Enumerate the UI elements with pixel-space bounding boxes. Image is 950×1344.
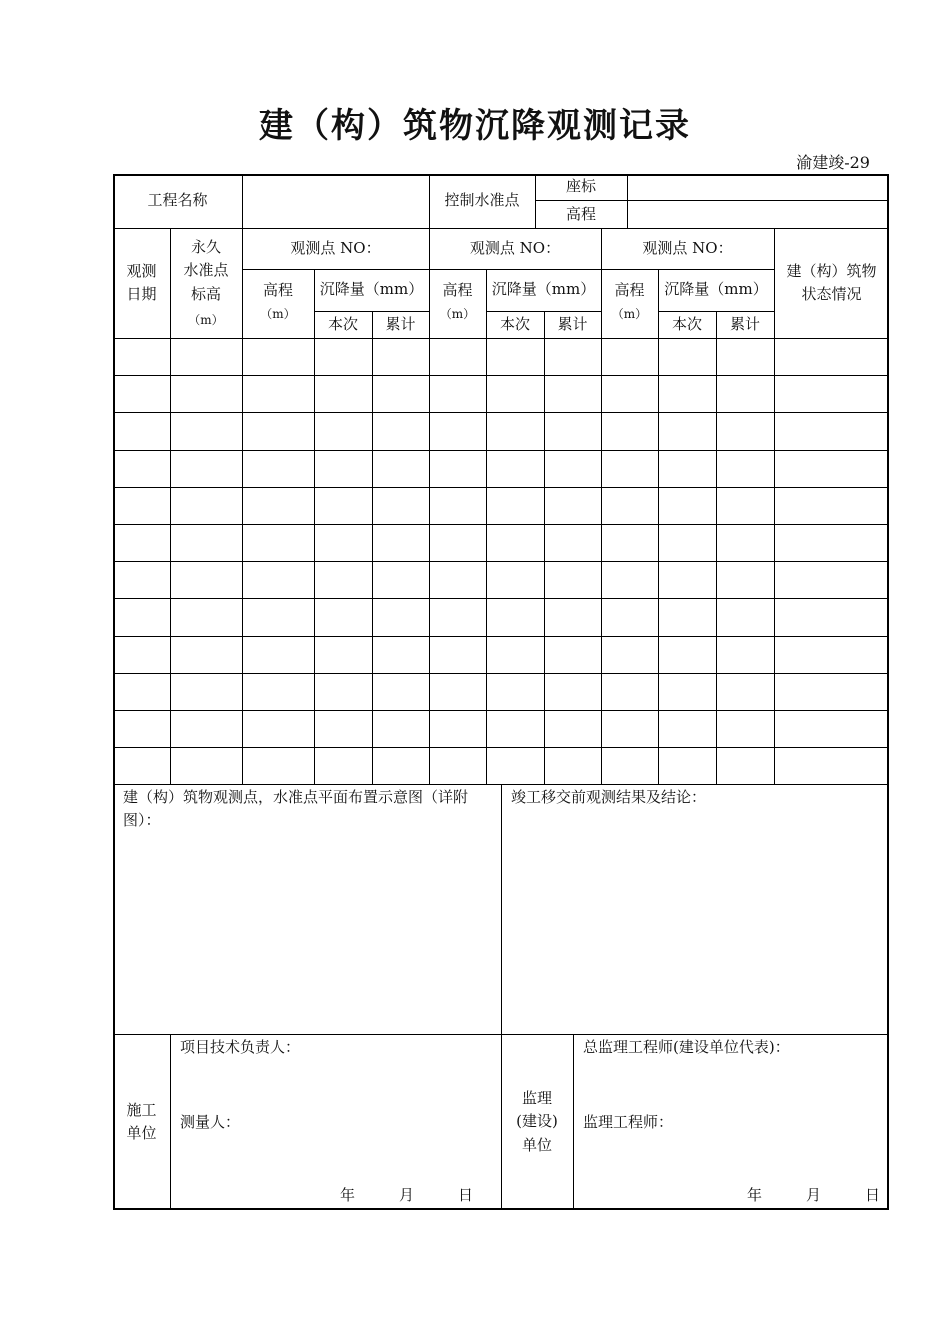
point-3-elevation: 高程	[614, 281, 645, 300]
row-12-p1-elevation-cell[interactable]	[244, 750, 313, 784]
row-2-status-cell[interactable]	[776, 377, 888, 411]
observation-point-1-title: 观测点 NO：	[290, 238, 381, 257]
point-3-current: 本次	[671, 314, 702, 333]
surveyor-label: 测量人：	[180, 1113, 241, 1131]
row-6-p1-current-cell[interactable]	[316, 526, 371, 560]
row-8-p3-cumulative-cell[interactable]	[718, 601, 773, 635]
row-8-p2-elevation-cell[interactable]	[431, 601, 485, 635]
point-2-cumulative: 累计	[557, 314, 588, 333]
supervision-date-year: 年	[747, 1186, 763, 1204]
row-8-p1-cumulative-cell[interactable]	[374, 601, 428, 635]
row-10-status-cell[interactable]	[776, 675, 888, 709]
benchmark-column-header: 永久 水准点 标高	[183, 238, 229, 303]
coordinate-field[interactable]	[628, 175, 888, 200]
row-11-p2-current-cell[interactable]	[488, 713, 543, 747]
row-11-p3-cumulative-cell[interactable]	[718, 713, 773, 747]
row-5-benchmark-cell[interactable]	[172, 489, 241, 523]
row-12-p3-cumulative-cell[interactable]	[718, 750, 773, 784]
row-3-p3-elevation-cell[interactable]	[603, 415, 657, 449]
row-12-date-cell[interactable]	[115, 750, 169, 784]
supervision-date-month: 月	[806, 1186, 822, 1204]
row-4-date-cell[interactable]	[115, 452, 169, 486]
supervisor-label: 监理工程师：	[583, 1113, 674, 1131]
chief-supervisor-label: 总监理工程师(建设单位代表)：	[583, 1038, 790, 1056]
observation-point-3-title: 观测点 NO：	[642, 238, 733, 257]
row-5-p3-cumulative-cell[interactable]	[718, 489, 773, 523]
row-10-p1-cumulative-cell[interactable]	[374, 675, 428, 709]
construction-date-month: 月	[399, 1186, 415, 1204]
row-4-p3-cumulative-cell[interactable]	[718, 452, 773, 486]
point-1-cumulative: 累计	[385, 314, 416, 333]
row-5-p3-current-cell[interactable]	[660, 489, 715, 523]
point-1-current: 本次	[327, 314, 358, 333]
row-11-p1-current-cell[interactable]	[316, 713, 371, 747]
row-11-p3-elevation-cell[interactable]	[603, 713, 657, 747]
row-3-p1-current-cell[interactable]	[316, 415, 371, 449]
row-5-p2-cumulative-cell[interactable]	[546, 489, 600, 523]
row-4-benchmark-cell[interactable]	[172, 452, 241, 486]
row-6-p2-cumulative-cell[interactable]	[546, 526, 600, 560]
date-column-header: 观测 日期	[126, 261, 157, 303]
row-1-p2-elevation-cell[interactable]	[431, 340, 485, 374]
project-name-label: 工程名称	[147, 191, 208, 210]
elevation-label: 高程	[565, 204, 596, 223]
row-6-p3-current-cell[interactable]	[660, 526, 715, 560]
row-3-p2-cumulative-cell[interactable]	[546, 415, 600, 449]
row-4-p1-cumulative-cell[interactable]	[374, 452, 428, 486]
row-1-date-cell[interactable]	[115, 340, 169, 374]
row-10-p3-cumulative-cell[interactable]	[718, 675, 773, 709]
row-2-p3-elevation-cell[interactable]	[603, 377, 657, 411]
point-1-elevation: 高程	[262, 281, 293, 300]
row-6-p2-elevation-cell[interactable]	[431, 526, 485, 560]
row-4-p1-current-cell[interactable]	[316, 452, 371, 486]
row-6-p3-cumulative-cell[interactable]	[718, 526, 773, 560]
row-10-p3-elevation-cell[interactable]	[603, 675, 657, 709]
row-8-p3-elevation-cell[interactable]	[603, 601, 657, 635]
row-9-p3-current-cell[interactable]	[660, 638, 715, 672]
row-3-date-cell[interactable]	[115, 415, 169, 449]
row-2-p1-current-cell[interactable]	[316, 377, 371, 411]
row-10-p2-current-cell[interactable]	[488, 675, 543, 709]
point-2-current: 本次	[499, 314, 530, 333]
row-1-p1-cumulative-cell[interactable]	[374, 340, 428, 374]
row-3-p1-cumulative-cell[interactable]	[374, 415, 428, 449]
row-3-p1-elevation-cell[interactable]	[244, 415, 313, 449]
conclusion-area[interactable]	[503, 814, 887, 1032]
row-10-date-cell[interactable]	[115, 675, 169, 709]
row-4-p3-current-cell[interactable]	[660, 452, 715, 486]
row-6-p1-elevation-cell[interactable]	[244, 526, 313, 560]
row-7-p1-current-cell[interactable]	[316, 564, 371, 598]
row-2-p1-cumulative-cell[interactable]	[374, 377, 428, 411]
row-2-p2-cumulative-cell[interactable]	[546, 377, 600, 411]
row-1-status-cell[interactable]	[776, 340, 888, 374]
row-7-p2-current-cell[interactable]	[488, 564, 543, 598]
row-4-p2-cumulative-cell[interactable]	[546, 452, 600, 486]
row-7-status-cell[interactable]	[776, 564, 888, 598]
row-5-p2-elevation-cell[interactable]	[431, 489, 485, 523]
row-1-p1-elevation-cell[interactable]	[244, 340, 313, 374]
row-3-p3-cumulative-cell[interactable]	[718, 415, 773, 449]
status-column-header: 建（构）筑物 状态情况	[786, 261, 877, 303]
row-3-p2-current-cell[interactable]	[488, 415, 543, 449]
row-1-benchmark-cell[interactable]	[172, 340, 241, 374]
row-7-p1-cumulative-cell[interactable]	[374, 564, 428, 598]
row-12-p3-elevation-cell[interactable]	[603, 750, 657, 784]
row-3-benchmark-cell[interactable]	[172, 415, 241, 449]
row-10-p1-current-cell[interactable]	[316, 675, 371, 709]
document-title: 建（构）筑物沉降观测记录	[259, 106, 691, 146]
point-3-cumulative: 累计	[729, 314, 760, 333]
row-6-p3-elevation-cell[interactable]	[603, 526, 657, 560]
row-7-date-cell[interactable]	[115, 564, 169, 598]
layout-diagram-area[interactable]	[115, 834, 499, 1032]
row-7-p2-cumulative-cell[interactable]	[546, 564, 600, 598]
point-3-settlement: 沉降量（mm）	[664, 280, 768, 299]
observation-data-grid	[113, 338, 889, 785]
row-6-p2-current-cell[interactable]	[488, 526, 543, 560]
row-8-p3-current-cell[interactable]	[660, 601, 715, 635]
row-10-p1-elevation-cell[interactable]	[244, 675, 313, 709]
row-11-p2-cumulative-cell[interactable]	[546, 713, 600, 747]
row-8-p1-current-cell[interactable]	[316, 601, 371, 635]
row-6-p1-cumulative-cell[interactable]	[374, 526, 428, 560]
row-6-benchmark-cell[interactable]	[172, 526, 241, 560]
row-9-p3-elevation-cell[interactable]	[603, 638, 657, 672]
point-2-elevation-unit: （m）	[439, 307, 476, 322]
row-9-p3-cumulative-cell[interactable]	[718, 638, 773, 672]
row-9-status-cell[interactable]	[776, 638, 888, 672]
row-1-p1-current-cell[interactable]	[316, 340, 371, 374]
row-8-p1-elevation-cell[interactable]	[244, 601, 313, 635]
row-2-p3-current-cell[interactable]	[660, 377, 715, 411]
coordinate-label: 座标	[565, 177, 596, 196]
row-8-p2-current-cell[interactable]	[488, 601, 543, 635]
row-12-p2-elevation-cell[interactable]	[431, 750, 485, 784]
row-9-p1-cumulative-cell[interactable]	[374, 638, 428, 672]
row-2-date-cell[interactable]	[115, 377, 169, 411]
row-9-p2-current-cell[interactable]	[488, 638, 543, 672]
benchmark-unit: （m）	[188, 313, 224, 328]
row-9-p2-cumulative-cell[interactable]	[546, 638, 600, 672]
row-1-p3-cumulative-cell[interactable]	[718, 340, 773, 374]
row-12-p2-current-cell[interactable]	[488, 750, 543, 784]
row-5-status-cell[interactable]	[776, 489, 888, 523]
form-number: 渝建竣-29	[796, 153, 870, 172]
row-5-p3-elevation-cell[interactable]	[603, 489, 657, 523]
row-7-p3-current-cell[interactable]	[660, 564, 715, 598]
row-10-p2-cumulative-cell[interactable]	[546, 675, 600, 709]
row-7-p1-elevation-cell[interactable]	[244, 564, 313, 598]
row-8-p2-cumulative-cell[interactable]	[546, 601, 600, 635]
tech-lead-label: 项目技术负责人：	[180, 1038, 301, 1056]
row-1-p3-current-cell[interactable]	[660, 340, 715, 374]
construction-date-year: 年	[340, 1186, 356, 1204]
row-10-p2-elevation-cell[interactable]	[431, 675, 485, 709]
row-12-status-cell[interactable]	[776, 750, 888, 784]
supervision-date-day: 日	[865, 1186, 881, 1204]
row-11-p3-current-cell[interactable]	[660, 713, 715, 747]
row-7-benchmark-cell[interactable]	[172, 564, 241, 598]
row-6-status-cell[interactable]	[776, 526, 888, 560]
row-1-p3-elevation-cell[interactable]	[603, 340, 657, 374]
record-sheet	[113, 174, 889, 1210]
row-11-p2-elevation-cell[interactable]	[431, 713, 485, 747]
row-4-p3-elevation-cell[interactable]	[603, 452, 657, 486]
row-9-benchmark-cell[interactable]	[172, 638, 241, 672]
row-1-p2-current-cell[interactable]	[488, 340, 543, 374]
row-5-p1-elevation-cell[interactable]	[244, 489, 313, 523]
row-3-p2-elevation-cell[interactable]	[431, 415, 485, 449]
row-2-p3-cumulative-cell[interactable]	[718, 377, 773, 411]
row-7-p3-elevation-cell[interactable]	[603, 564, 657, 598]
row-1-p2-cumulative-cell[interactable]	[546, 340, 600, 374]
row-10-p3-current-cell[interactable]	[660, 675, 715, 709]
row-9-p2-elevation-cell[interactable]	[431, 638, 485, 672]
row-8-date-cell[interactable]	[115, 601, 169, 635]
row-5-p1-cumulative-cell[interactable]	[374, 489, 428, 523]
row-12-benchmark-cell[interactable]	[172, 750, 241, 784]
row-11-p1-cumulative-cell[interactable]	[374, 713, 428, 747]
row-3-status-cell[interactable]	[776, 415, 888, 449]
row-2-p2-current-cell[interactable]	[488, 377, 543, 411]
row-12-p2-cumulative-cell[interactable]	[546, 750, 600, 784]
row-12-p1-cumulative-cell[interactable]	[374, 750, 428, 784]
row-5-p2-current-cell[interactable]	[488, 489, 543, 523]
row-9-p1-current-cell[interactable]	[316, 638, 371, 672]
elevation-field[interactable]	[628, 201, 888, 227]
row-11-date-cell[interactable]	[115, 713, 169, 747]
row-10-benchmark-cell[interactable]	[172, 675, 241, 709]
row-11-benchmark-cell[interactable]	[172, 713, 241, 747]
row-2-p2-elevation-cell[interactable]	[431, 377, 485, 411]
row-3-p3-current-cell[interactable]	[660, 415, 715, 449]
row-7-p3-cumulative-cell[interactable]	[718, 564, 773, 598]
construction-unit-label: 施工 单位	[126, 1100, 157, 1142]
row-4-p2-current-cell[interactable]	[488, 452, 543, 486]
row-4-status-cell[interactable]	[776, 452, 888, 486]
point-2-settlement: 沉降量（mm）	[491, 280, 596, 299]
row-4-p2-elevation-cell[interactable]	[431, 452, 485, 486]
row-8-status-cell[interactable]	[776, 601, 888, 635]
row-2-benchmark-cell[interactable]	[172, 377, 241, 411]
row-6-date-cell[interactable]	[115, 526, 169, 560]
row-4-p1-elevation-cell[interactable]	[244, 452, 313, 486]
control-point-label: 控制水准点	[444, 191, 520, 210]
point-1-elevation-unit: （m）	[260, 307, 296, 322]
row-11-p1-elevation-cell[interactable]	[244, 713, 313, 747]
row-8-benchmark-cell[interactable]	[172, 601, 241, 635]
layout-diagram-label: 建（构）筑物观测点，水准点平面布置示意图（详附 图）：	[123, 788, 469, 830]
supervision-unit-label: 监理 (建设) 单位	[516, 1089, 558, 1154]
row-2-p1-elevation-cell[interactable]	[244, 377, 313, 411]
row-12-p1-current-cell[interactable]	[316, 750, 371, 784]
conclusion-label: 竣工移交前观测结果及结论：	[511, 788, 707, 806]
row-12-p3-current-cell[interactable]	[660, 750, 715, 784]
row-9-date-cell[interactable]	[115, 638, 169, 672]
row-5-p1-current-cell[interactable]	[316, 489, 371, 523]
row-9-p1-elevation-cell[interactable]	[244, 638, 313, 672]
point-2-elevation: 高程	[442, 281, 473, 300]
row-11-status-cell[interactable]	[776, 713, 888, 747]
row-7-p2-elevation-cell[interactable]	[431, 564, 485, 598]
point-1-settlement: 沉降量（mm）	[319, 280, 424, 299]
row-5-date-cell[interactable]	[115, 489, 169, 523]
observation-point-2-title: 观测点 NO：	[469, 238, 561, 257]
point-3-elevation-unit: （m）	[611, 307, 648, 322]
project-name-field[interactable]	[243, 175, 428, 227]
construction-date-day: 日	[458, 1186, 474, 1204]
